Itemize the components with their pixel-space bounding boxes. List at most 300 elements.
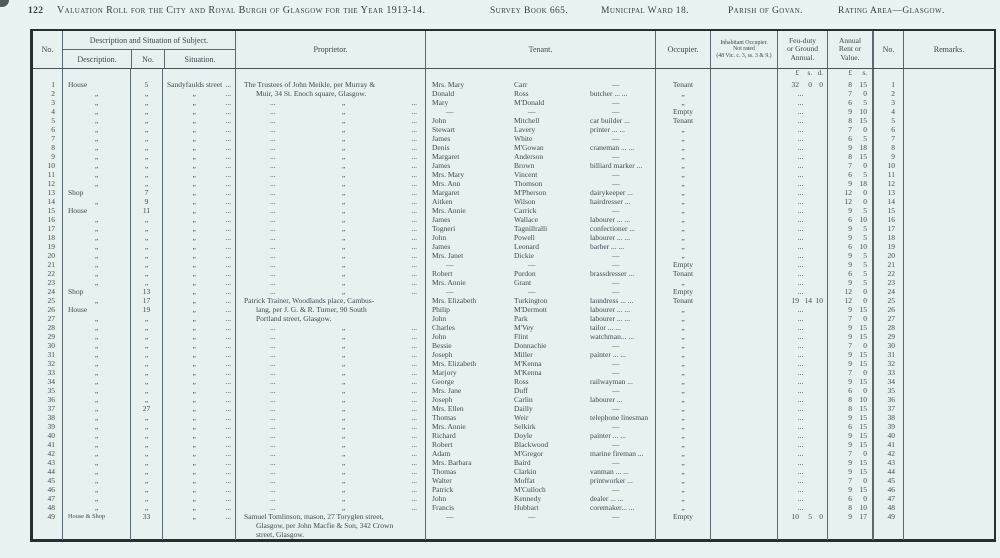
cell-inhabitant-occupier — [711, 377, 778, 386]
proprietor-ditto-pattern: ... „ ... — [270, 431, 417, 440]
cell-inhabitant-occupier — [711, 503, 778, 512]
cell-description: „ — [63, 440, 131, 449]
cell-proprietor — [236, 404, 426, 413]
cell-entry-no: 2 — [874, 89, 904, 98]
cell-feu-duty: ... — [778, 188, 828, 197]
cell-no — [33, 251, 63, 260]
tenant-surname: Lavery — [514, 125, 536, 134]
table-row — [33, 431, 994, 440]
table-row — [33, 224, 994, 233]
cell-annual-rent: 7 0 — [828, 368, 874, 377]
cell-situation: „ ... — [163, 116, 236, 125]
tenant-forename: Patrick — [432, 485, 454, 494]
cell-proprietor — [236, 80, 426, 98]
header-remarks: Remarks. — [933, 45, 965, 54]
cell-tenant — [426, 224, 656, 233]
cell-tenant — [426, 161, 656, 170]
row-number: 29 — [47, 332, 55, 341]
cell-annual-rent: 9 17 — [828, 512, 874, 521]
proprietor-ditto-pattern: ... „ ... — [270, 215, 417, 224]
cell-feu-duty: ... — [778, 503, 828, 512]
cell-occupier: „ — [656, 89, 711, 98]
cell-remarks — [904, 233, 994, 242]
cell-situation: „ ... — [163, 314, 236, 323]
cell-street-no: „ — [131, 260, 163, 269]
cell-proprietor — [236, 503, 426, 512]
cell-street-no: „ — [131, 233, 163, 242]
cell-annual-rent: 6 5 — [828, 98, 874, 107]
cell-annual-rent: 9 5 — [828, 260, 874, 269]
cell-occupier: Empty — [656, 260, 711, 269]
cell-description: „ — [63, 404, 131, 413]
cell-annual-rent: 9 15 — [828, 440, 874, 449]
tenant-surname: Miller — [514, 350, 533, 359]
tenant-surname: Ross — [514, 377, 529, 386]
cell-feu-duty: ... — [778, 494, 828, 503]
cell-tenant — [426, 179, 656, 188]
row-number: 40 — [47, 431, 55, 440]
tenant-occupation: — — [612, 206, 620, 215]
cell-no — [33, 467, 63, 476]
tenant-occupation: printworker ... — [590, 476, 633, 485]
cell-tenant — [426, 386, 656, 395]
cell-entry-no: 30 — [874, 341, 904, 350]
cell-tenant — [426, 125, 656, 134]
tenant-forename: James — [432, 242, 451, 251]
tenant-surname: M'Pherson — [514, 188, 547, 197]
tenant-occupation: tailor ... ... — [590, 323, 621, 332]
cell-feu-duty: ... — [778, 467, 828, 476]
table-row — [33, 305, 994, 314]
cell-occupier: „ — [656, 449, 711, 458]
cell-proprietor — [236, 458, 426, 467]
cell-proprietor — [236, 98, 426, 107]
cell-description: „ — [63, 116, 131, 125]
row-number: 13 — [47, 188, 55, 197]
rent-units: £ s. — [828, 69, 874, 80]
cell-tenant — [426, 512, 656, 521]
tenant-occupation: dairykeeper ... — [590, 188, 633, 197]
tenant-forename: Mrs. Annie — [432, 422, 466, 431]
cell-description: „ — [63, 278, 131, 287]
tenant-surname: M'Kenna — [514, 359, 542, 368]
cell-occupier: „ — [656, 386, 711, 395]
table-row — [33, 278, 994, 287]
cell-annual-rent: 9 15 — [828, 413, 874, 422]
cell-remarks — [904, 134, 994, 143]
tenant-surname: Flint — [514, 332, 529, 341]
proprietor-ditto-pattern: ... „ ... — [270, 134, 417, 143]
cell-tenant — [426, 215, 656, 224]
header-proprietor: Proprietor. — [236, 31, 426, 68]
cell-occupier: „ — [656, 224, 711, 233]
tenant-occupation: labourer ... ... — [590, 314, 630, 323]
proprietor-ditto-pattern: ... „ ... — [270, 125, 417, 134]
cell-situation: „ ... — [163, 413, 236, 422]
cell-remarks — [904, 512, 994, 521]
cell-annual-rent: 9 15 — [828, 305, 874, 314]
cell-annual-rent: 7 0 — [828, 449, 874, 458]
cell-street-no: „ — [131, 359, 163, 368]
cell-feu-duty: ... — [778, 305, 828, 314]
tenant-surname: Turkington — [514, 296, 548, 305]
cell-street-no: „ — [131, 269, 163, 278]
cell-proprietor — [236, 377, 426, 386]
tenant-occupation: car builder ... — [590, 116, 630, 125]
cell-occupier: „ — [656, 314, 711, 323]
cell-inhabitant-occupier — [711, 485, 778, 494]
cell-occupier: „ — [656, 368, 711, 377]
cell-occupier: „ — [656, 215, 711, 224]
table-row — [33, 98, 994, 107]
cell-proprietor — [236, 260, 426, 269]
cell-remarks — [904, 341, 994, 350]
cell-inhabitant-occupier — [711, 251, 778, 260]
cell-feu-duty: ... — [778, 107, 828, 116]
cell-entry-no: 37 — [874, 404, 904, 413]
cell-entry-no: 7 — [874, 134, 904, 143]
cell-description: „ — [63, 269, 131, 278]
cell-situation: „ ... — [163, 134, 236, 143]
row-number: 46 — [47, 485, 55, 494]
tenant-forename: Philip — [432, 305, 450, 314]
tenant-occupation: coremaker... ... — [590, 503, 635, 512]
cell-street-no: „ — [131, 116, 163, 125]
tenant-forename: Mrs. Annie — [432, 206, 466, 215]
proprietor-ditto-pattern: ... „ ... — [270, 440, 417, 449]
cell-proprietor — [236, 323, 426, 332]
cell-situation: „ ... — [163, 179, 236, 188]
tenant-occupation: laundress ... ... — [590, 296, 634, 305]
cell-feu-duty: ... — [778, 143, 828, 152]
cell-annual-rent: 9 15 — [828, 458, 874, 467]
cell-entry-no: 16 — [874, 215, 904, 224]
cell-proprietor — [236, 422, 426, 431]
proprietor-ditto-pattern: ... „ ... — [270, 224, 417, 233]
tenant-surname: Powell — [514, 233, 535, 242]
tenant-surname: Brown — [514, 161, 535, 170]
cell-annual-rent: 12 0 — [828, 188, 874, 197]
table-row — [33, 215, 994, 224]
cell-situation: „ ... — [163, 278, 236, 287]
cell-feu-duty: ... — [778, 404, 828, 413]
cell-feu-duty: ... — [778, 125, 828, 134]
cell-proprietor — [236, 449, 426, 458]
cell-tenant — [426, 440, 656, 449]
cell-description: „ — [63, 107, 131, 116]
cell-remarks — [904, 260, 994, 269]
cell-occupier: „ — [656, 458, 711, 467]
tenant-surname: Selkirk — [514, 422, 536, 431]
cell-occupier: „ — [656, 125, 711, 134]
cell-inhabitant-occupier — [711, 386, 778, 395]
cell-feu-duty: ... — [778, 440, 828, 449]
cell-inhabitant-occupier — [711, 107, 778, 116]
tenant-occupation: butcher ... ... — [590, 89, 628, 98]
cell-proprietor — [236, 386, 426, 395]
cell-situation: Sandyfaulds street ... — [163, 80, 236, 89]
cell-inhabitant-occupier — [711, 404, 778, 413]
header-street-no: No. — [132, 50, 165, 68]
tenant-surname: Donnachie — [514, 341, 547, 350]
cell-annual-rent: 9 5 — [828, 278, 874, 287]
table-row — [33, 503, 994, 512]
row-number: 9 — [51, 152, 55, 161]
cell-occupier: „ — [656, 242, 711, 251]
cell-description: House — [63, 206, 131, 215]
cell-situation: „ ... — [163, 431, 236, 440]
cell-feu-duty: ... — [778, 161, 828, 170]
cell-no — [33, 512, 63, 521]
cell-inhabitant-occupier — [711, 314, 778, 323]
row-number: 20 — [47, 251, 55, 260]
proprietor-ditto-pattern: ... „ ... — [270, 341, 417, 350]
cell-inhabitant-occupier — [711, 368, 778, 377]
cell-annual-rent: 7 0 — [828, 125, 874, 134]
cell-entry-no: 20 — [874, 251, 904, 260]
table-row — [33, 368, 994, 377]
cell-entry-no: 33 — [874, 368, 904, 377]
cell-proprietor — [236, 341, 426, 350]
cell-tenant — [426, 476, 656, 485]
cell-no — [33, 341, 63, 350]
cell-proprietor — [236, 143, 426, 152]
cell-situation: „ ... — [163, 287, 236, 296]
cell-remarks — [904, 242, 994, 251]
proprietor-ditto-pattern: ... „ ... — [270, 359, 417, 368]
cell-proprietor — [236, 188, 426, 197]
cell-description: „ — [63, 476, 131, 485]
cell-tenant — [426, 431, 656, 440]
cell-entry-no: 32 — [874, 359, 904, 368]
cell-remarks — [904, 314, 994, 323]
cell-tenant — [426, 80, 656, 89]
tenant-occupation: — — [612, 341, 620, 350]
cell-remarks — [904, 197, 994, 206]
cell-inhabitant-occupier — [711, 224, 778, 233]
cell-annual-rent: 12 0 — [828, 296, 874, 305]
row-number: 42 — [47, 449, 55, 458]
row-number: 47 — [47, 494, 55, 503]
cell-no — [33, 206, 63, 215]
tenant-forename: Mrs. Barbara — [432, 458, 472, 467]
cell-description: „ — [63, 197, 131, 206]
cell-remarks — [904, 206, 994, 215]
cell-feu-duty: ... — [778, 152, 828, 161]
cell-remarks — [904, 287, 994, 296]
tenant-occupation: railwayman ... — [590, 377, 633, 386]
tenant-forename: Robert — [432, 440, 453, 449]
row-number: 38 — [47, 413, 55, 422]
tenant-occupation: brassdresser ... — [590, 269, 635, 278]
cell-inhabitant-occupier — [711, 305, 778, 314]
tenant-surname: Wallace — [514, 215, 538, 224]
table-header — [33, 31, 994, 69]
tenant-surname: Wilson — [514, 197, 536, 206]
rating-area-label: Rating Area—Glasgow. — [838, 5, 945, 16]
cell-proprietor — [236, 350, 426, 359]
cell-proprietor — [236, 242, 426, 251]
cell-situation: „ ... — [163, 161, 236, 170]
cell-situation: „ ... — [163, 233, 236, 242]
tenant-surname: Tagnillralli — [514, 224, 548, 233]
cell-entry-no: 13 — [874, 188, 904, 197]
row-number: 3 — [51, 98, 55, 107]
cell-occupier: „ — [656, 494, 711, 503]
cell-no — [33, 233, 63, 242]
row-number: 23 — [47, 278, 55, 287]
tenant-occupation: — — [612, 404, 620, 413]
cell-street-no: 5 — [131, 80, 163, 89]
cell-situation: „ ... — [163, 458, 236, 467]
row-number: 27 — [47, 314, 55, 323]
cell-entry-no: 28 — [874, 323, 904, 332]
cell-description: „ — [63, 215, 131, 224]
cell-situation: „ ... — [163, 269, 236, 278]
cell-no — [33, 458, 63, 467]
cell-occupier: „ — [656, 377, 711, 386]
tenant-occupation: — — [612, 287, 620, 296]
cell-street-no: 7 — [131, 188, 163, 197]
row-number: 12 — [47, 179, 55, 188]
tenant-forename: Marjory — [432, 368, 457, 377]
cell-occupier: „ — [656, 305, 711, 314]
row-number: 33 — [47, 368, 55, 377]
cell-annual-rent: 9 10 — [828, 107, 874, 116]
cell-proprietor — [236, 161, 426, 170]
cell-entry-no: 34 — [874, 377, 904, 386]
tenant-forename: Charles — [432, 323, 455, 332]
cell-no — [33, 170, 63, 179]
cell-feu-duty: ... — [778, 476, 828, 485]
cell-no — [33, 323, 63, 332]
cell-no — [33, 404, 63, 413]
tenant-occupation: labourer ... ... — [590, 233, 630, 242]
cell-situation: „ ... — [163, 305, 236, 314]
cell-description: „ — [63, 350, 131, 359]
tenant-occupation: — — [612, 260, 620, 269]
cell-feu-duty: ... — [778, 206, 828, 215]
cell-entry-no: 10 — [874, 161, 904, 170]
cell-remarks — [904, 107, 994, 116]
cell-annual-rent: 9 5 — [828, 251, 874, 260]
cell-proprietor — [236, 197, 426, 206]
tenant-surname: — — [528, 107, 536, 116]
cell-situation: „ ... — [163, 341, 236, 350]
cell-proprietor — [236, 485, 426, 494]
table-row — [33, 125, 994, 134]
tenant-forename: Joseph — [432, 350, 453, 359]
cell-inhabitant-occupier — [711, 98, 778, 107]
cell-feu-duty: ... — [778, 323, 828, 332]
cell-occupier: „ — [656, 395, 711, 404]
cell-annual-rent: 8 15 — [828, 152, 874, 161]
row-number: 26 — [47, 305, 55, 314]
cell-feu-duty: ... — [778, 215, 828, 224]
cell-proprietor — [236, 251, 426, 260]
cell-street-no: 13 — [131, 287, 163, 296]
row-number: 31 — [47, 350, 55, 359]
cell-proprietor — [236, 512, 426, 539]
tenant-occupation: watchman... ... — [590, 332, 634, 341]
cell-proprietor — [236, 233, 426, 242]
tenant-surname: Clarkin — [514, 467, 537, 476]
cell-feu-duty: ... — [778, 260, 828, 269]
cell-annual-rent: 8 15 — [828, 116, 874, 125]
cell-remarks — [904, 503, 994, 512]
row-number: 10 — [47, 161, 55, 170]
cell-entry-no: 36 — [874, 395, 904, 404]
cell-inhabitant-occupier — [711, 458, 778, 467]
cell-feu-duty: ... — [778, 350, 828, 359]
cell-occupier: „ — [656, 206, 711, 215]
tenant-forename: Joseph — [432, 395, 453, 404]
cell-remarks — [904, 467, 994, 476]
cell-remarks — [904, 395, 994, 404]
cell-street-no: 19 — [131, 305, 163, 314]
cell-no — [33, 503, 63, 512]
cell-feu-duty: ... — [778, 413, 828, 422]
proprietor-name: The Trustees of John Meikle, per Murray & Muir, 34 St. Enoch square, Glasgow. — [244, 80, 376, 98]
cell-street-no: „ — [131, 215, 163, 224]
row-number: 45 — [47, 476, 55, 485]
cell-description: „ — [63, 89, 131, 98]
cell-no — [33, 161, 63, 170]
row-number: 28 — [47, 323, 55, 332]
cell-remarks — [904, 125, 994, 134]
row-number: 15 — [47, 206, 55, 215]
row-number: 44 — [47, 467, 55, 476]
tenant-forename: Mrs. Janet — [432, 251, 464, 260]
tenant-occupation: — — [612, 152, 620, 161]
proprietor-ditto-pattern: ... „ ... — [270, 449, 417, 458]
tenant-occupation: labourer ... ... — [590, 305, 630, 314]
row-number: 7 — [51, 134, 55, 143]
cell-street-no: „ — [131, 332, 163, 341]
row-number: 35 — [47, 386, 55, 395]
cell-inhabitant-occupier — [711, 89, 778, 98]
valuation-table — [30, 29, 996, 542]
cell-inhabitant-occupier — [711, 296, 778, 305]
cell-tenant — [426, 305, 656, 314]
cell-situation: „ ... — [163, 476, 236, 485]
table-row — [33, 152, 994, 161]
proprietor-ditto-pattern: ... „ ... — [270, 503, 417, 512]
cell-description: „ — [63, 341, 131, 350]
row-number: 11 — [47, 170, 55, 179]
cell-no — [33, 143, 63, 152]
tenant-surname: M'Culloch — [514, 485, 546, 494]
cell-no — [33, 476, 63, 485]
proprietor-ditto-pattern: ... „ ... — [270, 161, 417, 170]
cell-remarks — [904, 251, 994, 260]
cell-no — [33, 107, 63, 116]
cell-annual-rent: 9 15 — [828, 485, 874, 494]
cell-annual-rent: 8 15 — [828, 404, 874, 413]
cell-inhabitant-occupier — [711, 116, 778, 125]
cell-inhabitant-occupier — [711, 467, 778, 476]
proprietor-ditto-pattern: ... „ ... — [270, 377, 417, 386]
table-row — [33, 107, 994, 116]
row-number: 4 — [51, 107, 55, 116]
cell-feu-duty: ... — [778, 134, 828, 143]
cell-remarks — [904, 368, 994, 377]
cell-feu-duty: ... — [778, 242, 828, 251]
cell-situation: „ ... — [163, 125, 236, 134]
cell-entry-no: 23 — [874, 278, 904, 287]
header-description: Description. — [63, 50, 132, 68]
cell-description: „ — [63, 260, 131, 269]
